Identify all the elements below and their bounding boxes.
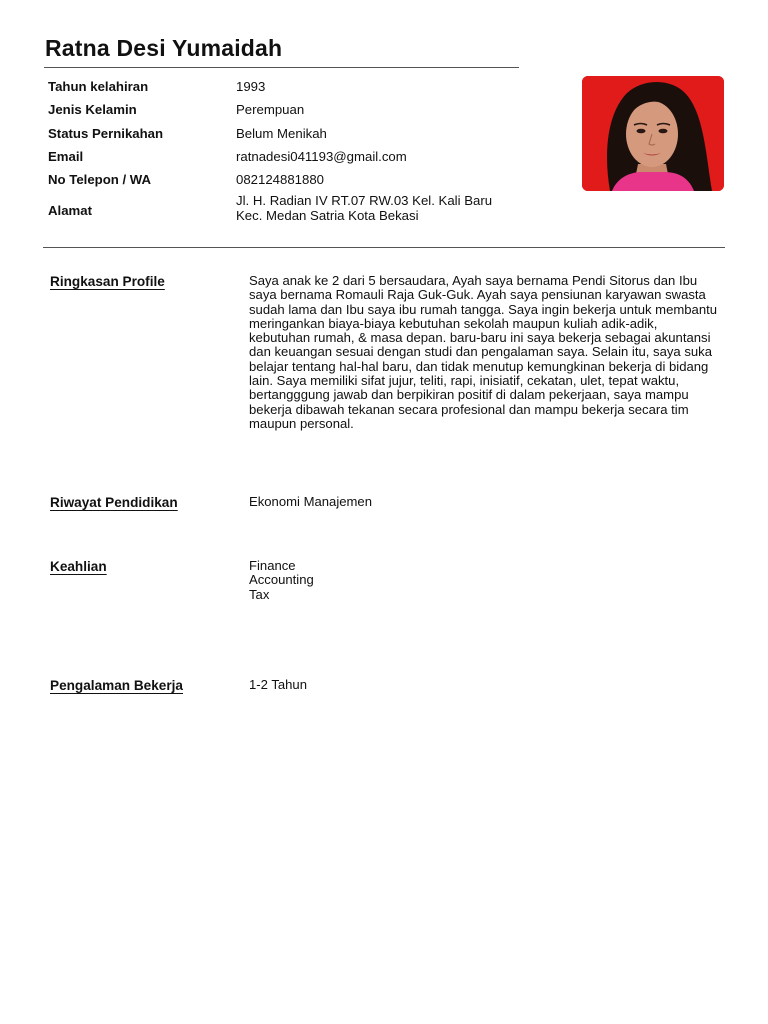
portrait-image <box>582 76 724 191</box>
info-label: Email <box>48 148 84 164</box>
page-title: Ratna Desi Yumaidah <box>45 35 283 61</box>
title-divider <box>44 67 519 68</box>
info-row-email <box>48 148 568 171</box>
info-row-birth-year <box>48 78 568 101</box>
skills-heading: Keahlian <box>50 559 107 574</box>
education-heading: Riwayat Pendidikan <box>50 495 178 510</box>
email-value: ratnadesi041193@gmail.com <box>236 148 407 164</box>
profile-summary-text: Saya anak ke 2 dari 5 bersaudara, Ayah saya bernama Pendi Sitorus dan Ibu saya bernama Romauli Raja Guk-Guk. Ayah saya pensiunan karyawan swasta sudah lama dan Ibu saya ibu rumah tangga. Saya ingin bekerja untuk membantu meringankan biaya-biaya kebutuhan sekolah maupun kuliah adik-adik, kebutuhan rumah, & masa depan. baru-baru ini saya bekerja sebagai akuntansi dan keuangan sesuai dengan studi dan pengalaman saya. Selain itu, saya suka belajar tentang hal-hal baru, dan tidak menutup kemungkinan bekerja di bidang lain. Saya memiliki sifat jujur, teliti, rapi, inisiatif, cekatan, ulet, tepat waktu, bertangggung jawab dan berpikiran positif di dalam pekerjaan, saya mampu bekerja dibawah tekanan secara profesional dan mampu bekerja secara tim maupun personal. <box>249 273 718 431</box>
skill-item: Accounting <box>249 572 314 588</box>
info-label: Tahun kelahiran <box>48 79 149 94</box>
profile-photo <box>582 76 724 191</box>
address-value: Jl. H. Radian IV RT.07 RW.03 Kel. Kali Baru Kec. Medan Satria Kota Bekasi <box>236 193 493 223</box>
work-experience-text: 1-2 Tahun <box>249 677 308 692</box>
info-value: Belum Menikah <box>236 125 327 141</box>
skills-list <box>249 559 719 602</box>
info-label: Jenis Kelamin <box>48 102 137 118</box>
info-value: Perempuan <box>236 102 305 118</box>
info-row-marital-status <box>48 125 568 148</box>
info-label: Status Pernikahan <box>48 125 164 141</box>
phone-value: 082124881880 <box>236 172 325 188</box>
education-text: Ekonomi Manajemen <box>249 494 372 509</box>
profile-summary-heading: Ringkasan Profile <box>50 274 165 289</box>
personal-info-table <box>48 78 568 230</box>
work-experience-heading: Pengalaman Bekerja <box>50 678 183 693</box>
skill-item: Tax <box>249 586 270 602</box>
skill-item: Finance <box>249 558 296 573</box>
info-label: No Telepon / WA <box>48 172 152 188</box>
info-row-gender <box>48 101 568 124</box>
info-label: Alamat <box>48 203 92 219</box>
section-divider <box>43 247 725 248</box>
info-row-address <box>48 194 568 230</box>
info-value: 1993 <box>236 79 266 94</box>
info-row-phone <box>48 171 568 194</box>
